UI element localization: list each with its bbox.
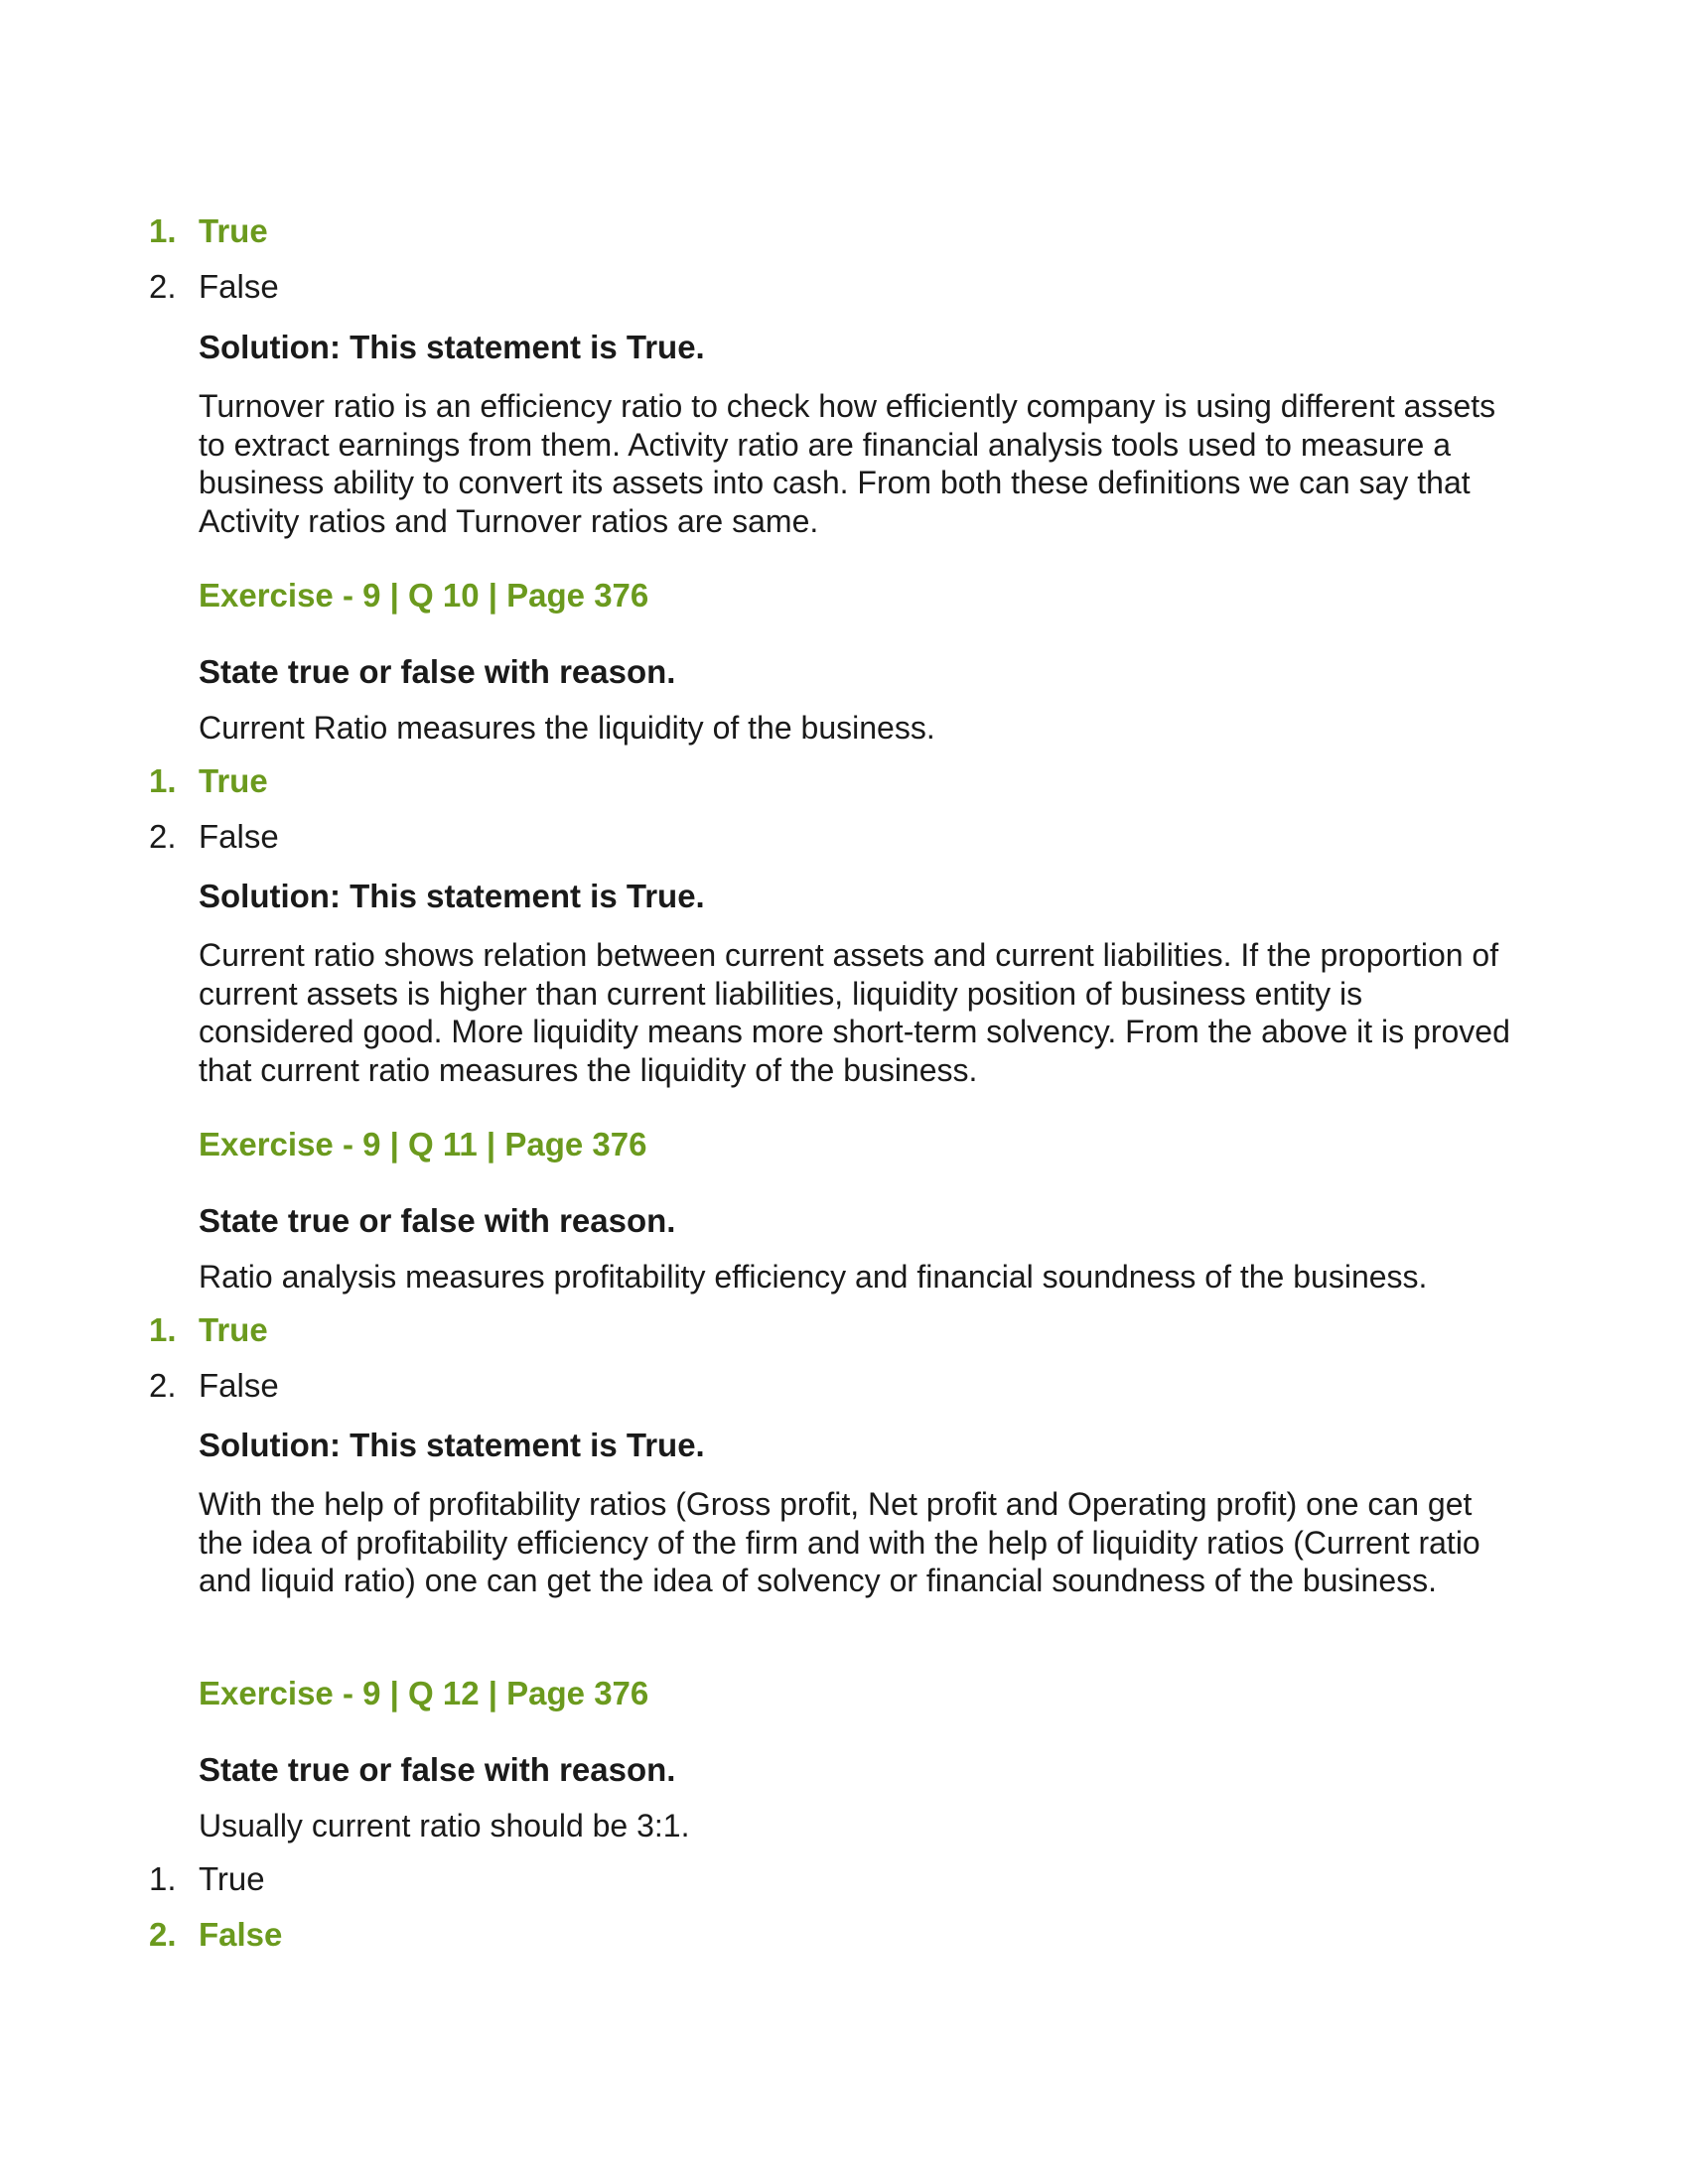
option-false: 2. False <box>149 268 279 305</box>
option-false: 2. False <box>149 818 279 855</box>
solution-heading: Solution: This statement is True. <box>199 329 705 365</box>
exercise-reference: Exercise - 9 | Q 12 | Page 376 <box>199 1675 649 1711</box>
question-prompt: State true or false with reason. <box>199 1202 676 1239</box>
solution-explanation: With the help of profitability ratios (Gross profit, Net profit and Operating profit) one can get the idea of profitability efficiency of the firm and with the help of liquidity ratios (Current ratio and liquid ratio) one can get the idea of solvency or financial soundness of the business. <box>199 1486 1480 1598</box>
option-true: 1. True <box>149 762 268 799</box>
question-prompt: State true or false with reason. <box>199 1751 676 1788</box>
question-prompt: State true or false with reason. <box>199 653 676 690</box>
option-true: 1. True <box>149 1860 265 1897</box>
question-statement: Ratio analysis measures profitability efficiency and financial soundness of the business. <box>199 1259 1428 1295</box>
option-true: 1. True <box>149 1311 268 1348</box>
option-false: 2. False <box>149 1916 283 1953</box>
exercise-reference: Exercise - 9 | Q 11 | Page 376 <box>199 1126 647 1162</box>
question-statement: Usually current ratio should be 3:1. <box>199 1808 690 1843</box>
solution-heading: Solution: This statement is True. <box>199 878 705 914</box>
question-statement: Current Ratio measures the liquidity of the business. <box>199 710 935 746</box>
option-false: 2. False <box>149 1367 279 1404</box>
exercise-reference: Exercise - 9 | Q 10 | Page 376 <box>199 577 649 614</box>
solution-explanation: Current ratio shows relation between current assets and current liabilities. If the proportion of current assets is higher than current liabilities, liquidity position of business entity is considered good. More liquidity means more short-term solvency. From the above it is proved that current ratio measures the liquidity of the business. <box>199 937 1510 1088</box>
solution-heading: Solution: This statement is True. <box>199 1427 705 1463</box>
solution-explanation: Turnover ratio is an efficiency ratio to check how efficiently company is using different assets to extract earnings from them. Activity ratio are financial analysis tools used to measure a business ability to convert its assets into cash. From both these definitions we can say that Activity ratios and Turnover ratios are same. <box>199 388 1496 539</box>
option-true: 1. True <box>149 212 268 249</box>
